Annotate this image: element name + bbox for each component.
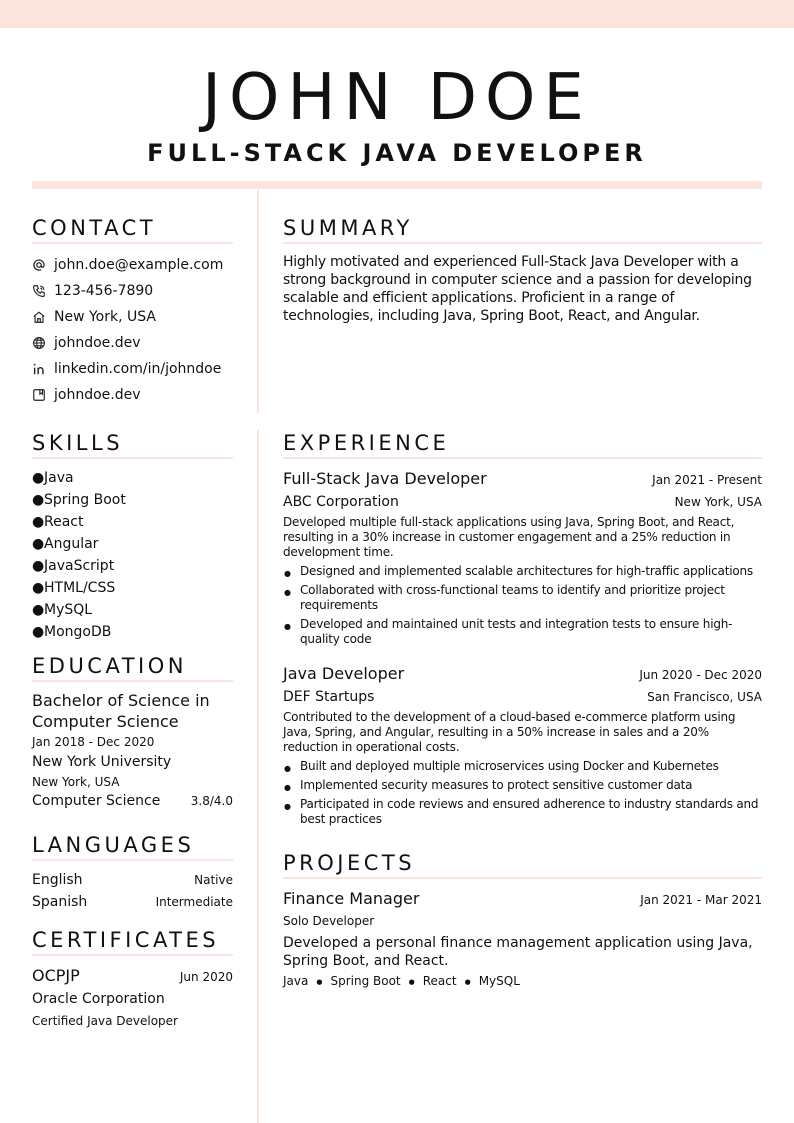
- column-divider-top: [257, 190, 259, 413]
- edu-location: New York, USA: [32, 775, 120, 789]
- job-bullet: ● Collaborated with cross-functional teams to identify and prioritize project requirements: [283, 583, 762, 613]
- job-location: San Francisco, USA: [647, 690, 762, 704]
- job-bullet: ● Built and deployed multiple microservices using Docker and Kubernetes: [283, 759, 762, 774]
- cert-date: Jun 2020: [179, 970, 233, 984]
- linkedin-icon: [32, 362, 46, 376]
- bullet-icon: ●: [32, 536, 45, 552]
- bullet-icon: ●: [32, 558, 45, 574]
- cert-description: Certified Java Developer: [32, 1014, 178, 1028]
- separator-dot-icon: ●: [464, 977, 471, 986]
- experience-section: [283, 431, 762, 827]
- languages-list: [32, 869, 233, 913]
- job-bullets: [283, 564, 762, 647]
- candidate-name: JOHN DOE: [202, 61, 592, 135]
- skill-item: ●MongoDB: [32, 621, 233, 643]
- bullet-icon: ●: [32, 514, 45, 530]
- education-section: [32, 654, 233, 809]
- contact-text: johndoe.dev: [54, 387, 141, 403]
- language-name: Spanish: [32, 894, 88, 910]
- separator-dot-icon: ●: [316, 977, 323, 986]
- globe-icon: [32, 336, 46, 350]
- skill-item: ●Java: [32, 467, 233, 489]
- bullet-icon: ●: [32, 470, 45, 486]
- tech-tag: React: [422, 974, 457, 988]
- job-bullet: ● Designed and implemented scalable architectures for high-traffic applications: [283, 564, 762, 579]
- job-bullets: [283, 759, 762, 827]
- blog-icon: [32, 388, 46, 402]
- job-dates: Jan 2021 - Present: [652, 473, 762, 487]
- education-heading: EDUCATION: [32, 654, 233, 682]
- skills-heading: SKILLS: [32, 431, 233, 459]
- summary-text: Highly motivated and experienced Full-Stack Java Developer with a strong background in computer science and a passion for developing scalable and efficient applications. Proficient in a range of technologies, including Java, Spring Boot, React, and Angular.: [283, 254, 752, 324]
- job-bullet: ● Participated in code reviews and ensured adherence to industry standards and best practices: [283, 797, 762, 827]
- job-bullet: ● Implemented security measures to protect sensitive customer data: [283, 778, 762, 793]
- skill-item: ●JavaScript: [32, 555, 233, 577]
- bullet-icon: ●: [32, 602, 45, 618]
- skill-item: ●React: [32, 511, 233, 533]
- contact-text: 123-456-7890: [54, 283, 154, 299]
- contact-email[interactable]: [32, 252, 233, 278]
- skill-item: ●MySQL: [32, 599, 233, 621]
- job-title: FULL-STACK JAVA DEVELOPER: [147, 139, 647, 167]
- summary-section: [283, 216, 762, 325]
- language-level: Native: [194, 873, 233, 887]
- job-title: Java Developer: [283, 664, 405, 683]
- project-header: [283, 888, 762, 910]
- edu-field: Computer Science: [32, 793, 161, 809]
- cert-row: [32, 965, 233, 987]
- language-name: English: [32, 872, 83, 888]
- project-title: Finance Manager: [283, 889, 420, 908]
- skill-item: ●HTML/CSS: [32, 577, 233, 599]
- certificates-heading: CERTIFICATES: [32, 928, 233, 956]
- at-sign-icon: [32, 258, 46, 272]
- job-entry: [283, 468, 762, 647]
- separator-dot-icon: ●: [408, 977, 415, 986]
- language-row: [32, 891, 233, 913]
- job-company: ABC Corporation: [283, 494, 399, 510]
- job-company: DEF Startups: [283, 689, 375, 705]
- languages-section: [32, 833, 233, 913]
- contact-phone[interactable]: [32, 278, 233, 304]
- top-accent-bar: [0, 0, 794, 28]
- language-level: Intermediate: [155, 895, 233, 909]
- contact-location: [32, 304, 233, 330]
- job-bullet: ● Developed and maintained unit tests and integration tests to ensure high-quality code: [283, 617, 762, 647]
- skill-item: ●Angular: [32, 533, 233, 555]
- bullet-icon: ●: [32, 492, 45, 508]
- edu-degree: Bachelor of Science in Computer Science: [32, 691, 210, 731]
- projects-heading: PROJECTS: [283, 851, 762, 879]
- home-icon: [32, 310, 46, 324]
- skills-section: [32, 431, 233, 643]
- certificates-section: [32, 928, 233, 1031]
- experience-heading: EXPERIENCE: [283, 431, 762, 459]
- edu-dates: Jan 2018 - Dec 2020: [32, 735, 155, 749]
- project-dates: Jan 2021 - Mar 2021: [640, 893, 762, 907]
- job-description: Developed multiple full-stack applications using Java, Spring Boot, and React, resulting in a 30% increase in customer engagement and a 25% reduction in development time.: [283, 515, 735, 559]
- phone-icon: [32, 284, 46, 298]
- cert-issuer: Oracle Corporation: [32, 991, 165, 1007]
- contact-text: New York, USA: [54, 309, 156, 325]
- tech-tag: Java: [283, 974, 309, 988]
- contact-section: [32, 216, 233, 408]
- skill-item: ●Spring Boot: [32, 489, 233, 511]
- edu-field-row: [32, 793, 233, 809]
- column-divider-bottom: [257, 430, 259, 1123]
- project-description: Developed a personal finance management application using Java, Spring Boot, and React.: [283, 935, 753, 969]
- language-row: [32, 869, 233, 891]
- project-role: Solo Developer: [283, 914, 375, 928]
- contact-list: [32, 252, 233, 408]
- cert-name: OCPJP: [32, 966, 80, 985]
- job-description: Contributed to the development of a cloud-based e-commerce platform using Java, Spring, and Angular, resulting in a 50% increase in sales and a 20% reduction in operational costs.: [283, 710, 736, 754]
- project-tech-list: [283, 972, 762, 991]
- project-entry: [283, 888, 762, 991]
- job-entry: [283, 663, 762, 827]
- edu-gpa: 3.8/4.0: [190, 794, 233, 808]
- job-header: [283, 468, 762, 490]
- summary-heading: SUMMARY: [283, 216, 762, 244]
- tech-tag: MySQL: [478, 974, 520, 988]
- header-divider: [32, 181, 762, 189]
- contact-blog[interactable]: [32, 382, 233, 408]
- contact-heading: CONTACT: [32, 216, 233, 244]
- tech-tag: Spring Boot: [330, 974, 401, 988]
- job-location: New York, USA: [674, 495, 762, 509]
- contact-text: linkedin.com/in/johndoe: [54, 361, 222, 377]
- edu-school: New York University: [32, 754, 172, 770]
- job-subheader: [283, 492, 762, 512]
- job-dates: Jun 2020 - Dec 2020: [639, 668, 762, 682]
- projects-section: [283, 851, 762, 991]
- languages-heading: LANGUAGES: [32, 833, 233, 861]
- skills-list: [32, 467, 233, 643]
- bullet-icon: ●: [32, 580, 45, 596]
- contact-website[interactable]: [32, 330, 233, 356]
- bullet-icon: ●: [32, 624, 45, 640]
- contact-linkedin[interactable]: [32, 356, 233, 382]
- job-header: [283, 663, 762, 685]
- job-subheader: [283, 687, 762, 707]
- contact-text: johndoe.dev: [54, 335, 141, 351]
- contact-text: john.doe@example.com: [54, 257, 224, 273]
- job-title: Full-Stack Java Developer: [283, 469, 487, 488]
